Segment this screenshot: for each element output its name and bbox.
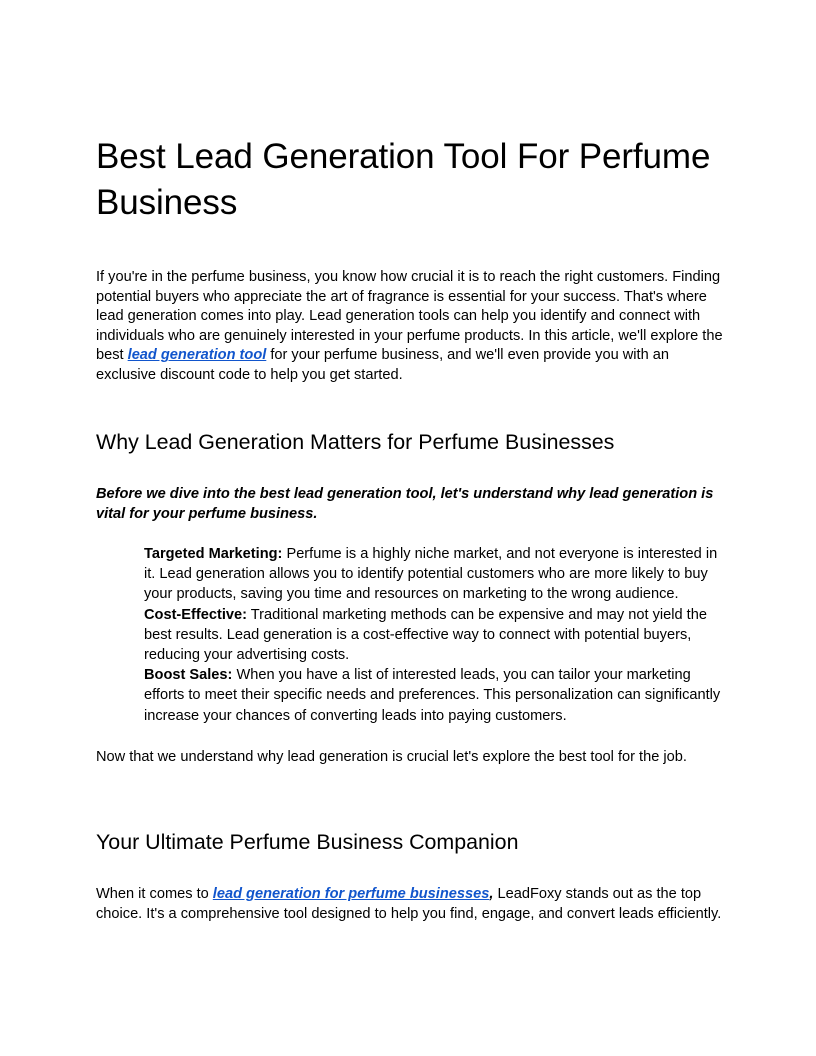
transition-paragraph: Now that we understand why lead generation is crucial let's explore the best tool for the job.: [96, 749, 687, 765]
intro-text-end: for your perfume business, and we'll even provide you with an exclusive discount code to help you get started.: [96, 347, 670, 383]
companion-comma: ,: [489, 886, 494, 902]
page-title: Best Lead Generation Tool For Perfume Business: [96, 137, 711, 222]
companion-text-start: When it comes to: [96, 886, 213, 902]
lead-generation-tool-link[interactable]: lead generation tool: [127, 347, 267, 364]
benefit-text: Perfume is a highly niche market, and not everyone is interested in it. Lead generation allows you to identify potential customers who are more likely to buy your products, saving you time and resources on marketing to the wrong audience.: [144, 546, 718, 603]
section-heading-ultimate: Your Ultimate Perfume Business Companion: [96, 830, 519, 854]
companion-paragraph: [96, 885, 724, 924]
benefit-term: Boost Sales:: [144, 667, 233, 684]
intro-paragraph: [96, 268, 724, 386]
benefit-term: Targeted Marketing:: [144, 546, 283, 562]
benefit-text: When you have a list of interested leads, you can tailor your marketing efforts to meet their specific needs and preferences. This personalization can significantly increase your chances of converting leads into paying customers.: [144, 667, 721, 724]
intro-text-start: If you're in the perfume business, you know how crucial it is to reach the right customers. Finding potential buyers who appreciate the art of fragrance is essential for your success. That's where lead generation comes into play. Lead generation tools can help you identify and connect with individuals who are genuinely interested in your perfume products. In this article, we'll explore the best: [96, 269, 723, 364]
list-item: [144, 665, 726, 726]
companion-text-end: LeadFoxy stands out as the top choice. It's a comprehensive tool designed to help you find, engage, and convert leads efficiently.: [96, 886, 722, 922]
benefit-text: Traditional marketing methods can be expensive and may not yield the best results. Lead generation is a cost-effective way to connect with potential buyers, reducing your advertising costs.: [144, 606, 707, 664]
section-heading-why: Why Lead Generation Matters for Perfume Businesses: [96, 430, 615, 454]
section-lead-text: Before we dive into the best lead generation tool, let's understand why lead generation is vital for your perfume business.: [96, 486, 714, 522]
list-item: [144, 544, 726, 605]
list-item: [144, 605, 726, 666]
perfume-lead-generation-link[interactable]: lead generation for perfume businesses: [212, 886, 490, 902]
benefit-term: Cost-Effective:: [144, 606, 247, 623]
benefits-list: [144, 544, 726, 726]
